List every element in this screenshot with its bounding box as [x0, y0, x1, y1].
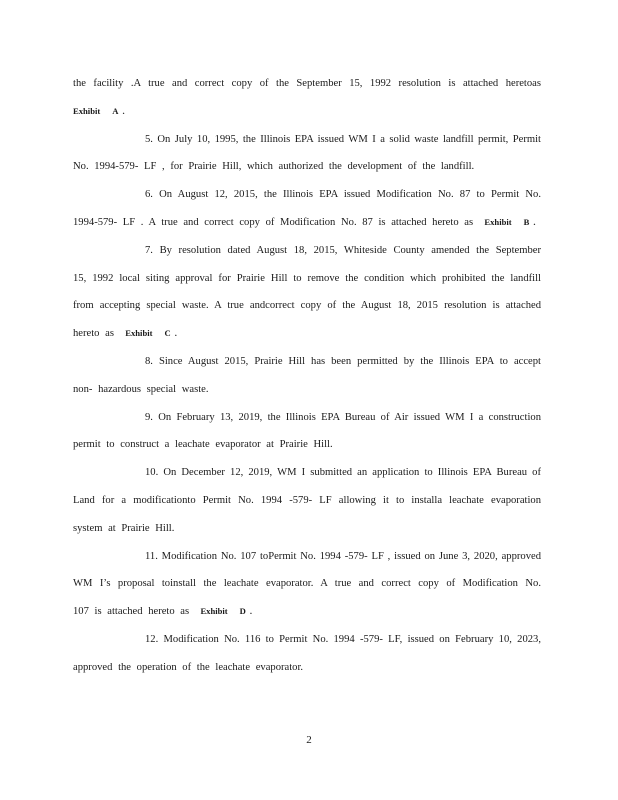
paragraph-10-line: system at Prairie Hill.	[73, 522, 175, 534]
paragraph-11-line: WM I’s proposal toinstall the leachate evaporator. A true and correct copy of Modification No.	[73, 578, 541, 590]
exhibit-a: Exhibit A .	[73, 105, 125, 116]
document-body	[73, 70, 541, 682]
paragraph-7-line: hereto as Exhibit C .	[73, 328, 177, 340]
paragraph-11-line: 11. Modification No. 107 toPermit No. 1994 -579- LF , issued on June 3, 2020, approved	[145, 550, 541, 562]
paragraph-11-line: 107 is attached hereto as Exhibit D .	[73, 606, 253, 618]
paragraph-7-line: 15, 1992 local siting approval for Prairie Hill to remove the condition which prohibited the landfill	[73, 272, 541, 284]
paragraph-6-line: 1994-579- LF . A true and correct copy of Modification No. 87 is attached hereto as Exhibit B .	[73, 216, 536, 228]
text-line: the facility .A true and correct copy of the September 15, 1992 resolution is attached heretoas	[73, 78, 541, 89]
paragraph-9-line: permit to construct a leachate evaporator at Prairie Hill.	[73, 439, 333, 451]
exhibit-d: Exhibit D .	[200, 606, 253, 617]
paragraph-6-line: 6. On August 12, 2015, the Illinois EPA issued Modification No. 87 to Permit No.	[145, 189, 541, 201]
paragraph-10-line: 10. On December 12, 2019, WM I submitted an application to Illinois EPA Bureau of	[145, 467, 541, 479]
paragraph-7-line: from accepting special waste. A true andcorrect copy of the August 18, 2015 resolution is attached	[73, 300, 541, 312]
paragraph-5-line: No. 1994-579- LF , for Prairie Hill, which authorized the development of the landfill.	[73, 161, 475, 173]
paragraph-12-line: approved the operation of the leachate evaporator.	[73, 661, 304, 673]
paragraph-12-line: 12. Modification No. 116 to Permit No. 1994 -579- LF, issued on February 10, 2023,	[145, 633, 541, 645]
paragraph-10-line: Land for a modificationto Permit No. 1994 -579- LF allowing it to installa leachate evaporation	[73, 494, 541, 506]
paragraph-8-line: non- hazardous special waste.	[73, 383, 209, 395]
paragraph-8-line: 8. Since August 2015, Prairie Hill has been permitted by the Illinois EPA to accept	[145, 355, 541, 367]
paragraph-7-line: 7. By resolution dated August 18, 2015, Whiteside County amended the September	[145, 244, 541, 256]
exhibit-reference	[73, 98, 541, 126]
page-number: 2	[306, 734, 312, 746]
paragraph-5-line: 5. On July 10, 1995, the Illinois EPA issued WM I a solid waste landfill permit, Permit	[145, 133, 541, 145]
paragraph-9-line: 9. On February 13, 2019, the Illinois EPA Bureau of Air issued WM I a construction	[145, 411, 541, 423]
exhibit-b: Exhibit B .	[484, 216, 536, 227]
exhibit-c: Exhibit C .	[125, 328, 177, 339]
